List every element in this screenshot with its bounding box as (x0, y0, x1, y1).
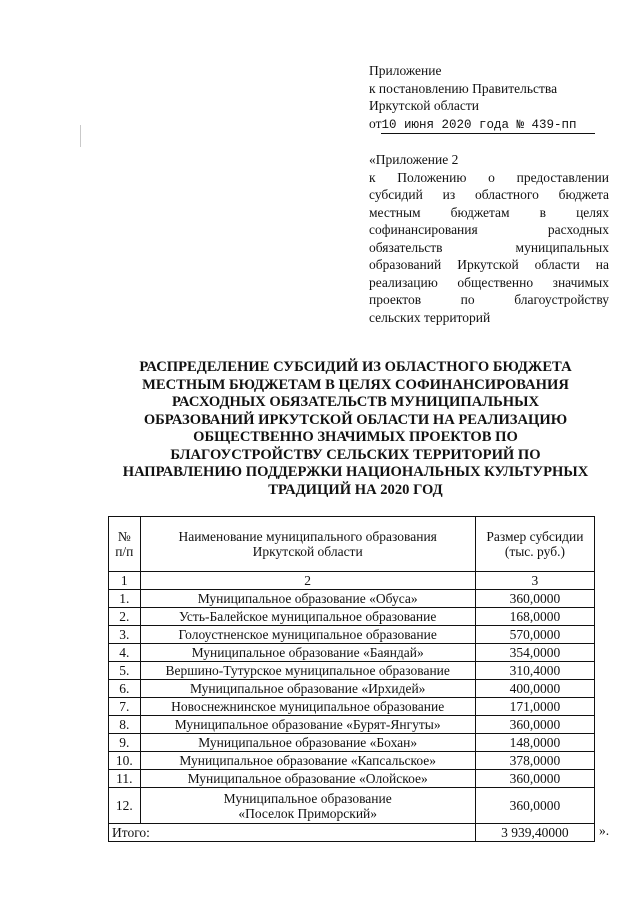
row-num: 9. (109, 734, 141, 752)
header-amount-line: (тыс. руб.) (504, 544, 565, 559)
column-number-row (109, 572, 595, 590)
row-amount: 360,0000 (475, 716, 594, 734)
row-name-line: Муниципальное образование (223, 790, 392, 806)
row-name: Голоустненское муниципальное образование (140, 626, 475, 644)
appendix-line: обязательств муниципальных (369, 239, 609, 255)
total-label: Итого: (109, 824, 476, 842)
header-num (109, 517, 141, 572)
row-name: Муниципальное образование «Бурят-Янгуты» (140, 716, 475, 734)
row-name: Муниципальное образование «Ирхидей» (140, 680, 475, 698)
row-name: Вершино-Тутурское муниципальное образование (140, 662, 475, 680)
row-name-line: «Поселок Приморский» (238, 805, 378, 821)
title-line: РАСХОДНЫХ ОБЯЗАТЕЛЬСТВ МУНИЦИПАЛЬНЫХ (172, 394, 539, 410)
row-amount: 148,0000 (475, 734, 594, 752)
row-num: 8. (109, 716, 141, 734)
row-amount: 168,0000 (475, 608, 594, 626)
appendix-header (369, 62, 609, 134)
title-line: МЕСТНЫМ БЮДЖЕТАМ В ЦЕЛЯХ СОФИНАНСИРОВАНИЯ (142, 376, 569, 393)
title-line: ТРАДИЦИЙ НА 2020 ГОД (268, 481, 443, 498)
row-name: Муниципальное образование «Обуса» (140, 590, 475, 608)
column-number: 1 (109, 572, 141, 590)
table-header-row (109, 517, 595, 572)
row-name (140, 788, 475, 824)
title-line: НАПРАВЛЕНИЮ ПОДДЕРЖКИ НАЦИОНАЛЬНЫХ КУЛЬТУРНЫХ (122, 464, 589, 480)
header-num-line: п/п (115, 544, 134, 559)
appendix-line: реализацию общественно значимых (369, 274, 609, 290)
row-amount: 360,0000 (475, 788, 594, 824)
row-num: 3. (109, 626, 141, 644)
row-name: Муниципальное образование «Олойское» (140, 770, 475, 788)
table-row (109, 644, 595, 662)
row-num: 11. (109, 770, 141, 788)
document-title (100, 359, 611, 499)
row-amount: 378,0000 (475, 752, 594, 770)
header-line: к постановлению Правительства (369, 80, 558, 96)
row-num: 10. (109, 752, 141, 770)
closing-quote: ». (599, 823, 610, 838)
header-line: Приложение (369, 63, 442, 78)
row-num: 5. (109, 662, 141, 680)
row-name: Усть-Балейское муниципальное образование (140, 608, 475, 626)
appendix-reference (369, 151, 609, 326)
header-name-line: Иркутской области (252, 544, 363, 559)
appendix-line: «Приложение 2 (369, 152, 459, 167)
row-num: 7. (109, 698, 141, 716)
table-row (109, 752, 595, 770)
title-line: ОБРАЗОВАНИЙ ИРКУТСКОЙ ОБЛАСТИ НА РЕАЛИЗАЦИЮ (143, 411, 568, 428)
table-row (109, 698, 595, 716)
table-row (109, 590, 595, 608)
column-number: 2 (140, 572, 475, 590)
subsidy-table (108, 516, 595, 842)
title-line: ОБЩЕСТВЕННО ЗНАЧИМЫХ ПРОЕКТОВ ПО (193, 429, 518, 445)
appendix-line: к Положению о предоставлении (369, 169, 609, 185)
column-number: 3 (475, 572, 594, 590)
header-line: Иркутской области (369, 98, 480, 113)
header-amount (475, 517, 594, 572)
row-amount: 360,0000 (475, 590, 594, 608)
row-amount: 310,4000 (475, 662, 594, 680)
row-name: Муниципальное образование «Капсальское» (140, 752, 475, 770)
row-num: 6. (109, 680, 141, 698)
row-amount: 354,0000 (475, 644, 594, 662)
row-name: Муниципальное образование «Баяндай» (140, 644, 475, 662)
row-num: 2. (109, 608, 141, 626)
row-amount: 400,0000 (475, 680, 594, 698)
row-amount: 360,0000 (475, 770, 594, 788)
table-row (109, 626, 595, 644)
table-row (109, 770, 595, 788)
table-row (109, 788, 595, 824)
appendix-line: софинансирования расходных (369, 222, 609, 237)
table-body (109, 590, 595, 788)
header-num-line: № (117, 529, 131, 544)
scan-mark (80, 125, 81, 147)
table-row (109, 716, 595, 734)
title-line: РАСПРЕДЕЛЕНИЕ СУБСИДИЙ ИЗ ОБЛАСТНОГО БЮДЖЕТА (139, 359, 572, 375)
appendix-line: местным бюджетам в целях (369, 204, 609, 220)
header-amount-line: Размер субсидии (486, 529, 584, 544)
total-row (109, 824, 595, 842)
table-row (109, 680, 595, 698)
appendix-line: сельских территорий (369, 309, 491, 325)
row-amount: 171,0000 (475, 698, 594, 716)
appendix-line: образований Иркутской области на (369, 257, 609, 272)
appendix-line: проектов по благоустройству (369, 292, 609, 307)
row-name: Новоснежнинское муниципальное образование (140, 698, 475, 716)
decree-prefix: от (369, 115, 382, 131)
row-name: Муниципальное образование «Бохан» (140, 734, 475, 752)
title-line: БЛАГОУСТРОЙСТВУ СЕЛЬСКИХ ТЕРРИТОРИЙ ПО (170, 446, 541, 463)
row-num: 1. (109, 590, 141, 608)
row-amount: 570,0000 (475, 626, 594, 644)
row-num: 4. (109, 644, 141, 662)
table-row (109, 734, 595, 752)
table-row (109, 662, 595, 680)
appendix-line: субсидий из областного бюджета (369, 187, 609, 202)
decree-number: 10 июня 2020 года № 439-пп (381, 118, 595, 134)
decree-line (369, 115, 609, 134)
table-row (109, 608, 595, 626)
header-name (140, 517, 475, 572)
row-num: 12. (109, 788, 141, 824)
total-amount: 3 939,40000 (475, 824, 594, 842)
header-name-line: Наименование муниципального образования (178, 529, 437, 544)
